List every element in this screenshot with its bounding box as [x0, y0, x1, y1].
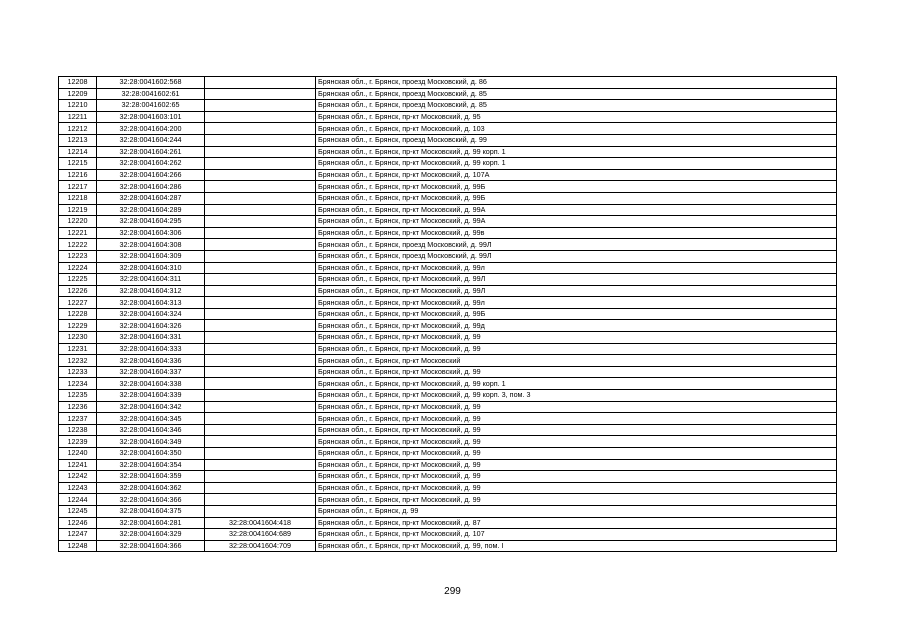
row-number-cell: 12217: [59, 181, 97, 193]
address-cell: Брянская обл., г. Брянск, пр-кт Московский, д. 107А: [316, 169, 837, 181]
row-number-cell: 12246: [59, 517, 97, 529]
related-cadastral-number-cell: [205, 355, 316, 367]
related-cadastral-number-cell: [205, 413, 316, 425]
related-cadastral-number-cell: [205, 332, 316, 344]
table-row: [59, 378, 837, 390]
table-row: [59, 250, 837, 262]
row-number-cell: 12233: [59, 366, 97, 378]
address-cell: Брянская обл., г. Брянск, проезд Московский, д. 85: [316, 88, 837, 100]
address-cell: Брянская обл., г. Брянск, пр-кт Московский, д. 99Б: [316, 308, 837, 320]
row-number-cell: 12211: [59, 111, 97, 123]
row-number-cell: 12228: [59, 308, 97, 320]
row-number-cell: 12236: [59, 401, 97, 413]
address-cell: Брянская обл., г. Брянск, пр-кт Московский, д. 99л: [316, 297, 837, 309]
table-row: [59, 459, 837, 471]
row-number-cell: 12247: [59, 529, 97, 541]
cadastral-number-cell: 32:28:0041604:262: [97, 158, 205, 170]
table-row: [59, 471, 837, 483]
table-row: [59, 204, 837, 216]
row-number-cell: 12218: [59, 192, 97, 204]
row-number-cell: 12210: [59, 100, 97, 112]
related-cadastral-number-cell: [205, 459, 316, 471]
table-row: [59, 436, 837, 448]
related-cadastral-number-cell: [205, 77, 316, 89]
table-body: [59, 77, 837, 552]
address-cell: Брянская обл., г. Брянск, пр-кт Московский, д. 99, пом. I: [316, 540, 837, 552]
row-number-cell: 12238: [59, 424, 97, 436]
row-number-cell: 12245: [59, 505, 97, 517]
cadastral-number-cell: 32:28:0041604:295: [97, 216, 205, 228]
table-row: [59, 401, 837, 413]
cadastral-number-cell: 32:28:0041604:200: [97, 123, 205, 135]
row-number-cell: 12221: [59, 227, 97, 239]
table-row: [59, 529, 837, 541]
row-number-cell: 12209: [59, 88, 97, 100]
table-row: [59, 320, 837, 332]
related-cadastral-number-cell: [205, 146, 316, 158]
related-cadastral-number-cell: [205, 505, 316, 517]
address-cell: Брянская обл., г. Брянск, пр-кт Московский, д. 99А: [316, 216, 837, 228]
cadastral-number-cell: 32:28:0041604:289: [97, 204, 205, 216]
cadastral-number-cell: 32:28:0041602:61: [97, 88, 205, 100]
cadastral-number-cell: 32:28:0041604:338: [97, 378, 205, 390]
related-cadastral-number-cell: [205, 216, 316, 228]
row-number-cell: 12214: [59, 146, 97, 158]
row-number-cell: 12243: [59, 482, 97, 494]
row-number-cell: 12241: [59, 459, 97, 471]
row-number-cell: 12248: [59, 540, 97, 552]
row-number-cell: 12239: [59, 436, 97, 448]
related-cadastral-number-cell: [205, 192, 316, 204]
row-number-cell: 12232: [59, 355, 97, 367]
property-register-table: [58, 76, 837, 552]
cadastral-number-cell: 32:28:0041604:326: [97, 320, 205, 332]
row-number-cell: 12216: [59, 169, 97, 181]
address-cell: Брянская обл., г. Брянск, пр-кт Московский, д. 99: [316, 459, 837, 471]
cadastral-number-cell: 32:28:0041604:312: [97, 285, 205, 297]
table-row: [59, 77, 837, 89]
table-row: [59, 181, 837, 193]
address-cell: Брянская обл., г. Брянск, пр-кт Московский, д. 99 корп. 1: [316, 158, 837, 170]
address-cell: Брянская обл., г. Брянск, пр-кт Московский, д. 99д: [316, 320, 837, 332]
cadastral-number-cell: 32:28:0041604:339: [97, 390, 205, 402]
row-number-cell: 12223: [59, 250, 97, 262]
related-cadastral-number-cell: [205, 204, 316, 216]
cadastral-number-cell: 32:28:0041604:266: [97, 169, 205, 181]
address-cell: Брянская обл., г. Брянск, пр-кт Московский, д. 99 корп. 1: [316, 146, 837, 158]
row-number-cell: 12226: [59, 285, 97, 297]
table-row: [59, 355, 837, 367]
table-row: [59, 505, 837, 517]
related-cadastral-number-cell: [205, 158, 316, 170]
table-row: [59, 482, 837, 494]
cadastral-number-cell: 32:28:0041602:65: [97, 100, 205, 112]
address-cell: Брянская обл., г. Брянск, пр-кт Московский, д. 87: [316, 517, 837, 529]
related-cadastral-number-cell: [205, 297, 316, 309]
cadastral-number-cell: 32:28:0041604:336: [97, 355, 205, 367]
table-row: [59, 366, 837, 378]
cadastral-number-cell: 32:28:0041604:306: [97, 227, 205, 239]
related-cadastral-number-cell: [205, 471, 316, 483]
related-cadastral-number-cell: [205, 401, 316, 413]
row-number-cell: 12237: [59, 413, 97, 425]
row-number-cell: 12220: [59, 216, 97, 228]
cadastral-number-cell: 32:28:0041604:281: [97, 517, 205, 529]
related-cadastral-number-cell: [205, 262, 316, 274]
address-cell: Брянская обл., г. Брянск, пр-кт Московский, д. 107: [316, 529, 837, 541]
address-cell: Брянская обл., г. Брянск, пр-кт Московский, д. 99л: [316, 262, 837, 274]
cadastral-number-cell: 32:28:0041604:244: [97, 134, 205, 146]
cadastral-number-cell: 32:28:0041604:375: [97, 505, 205, 517]
related-cadastral-number-cell: 32:28:0041604:418: [205, 517, 316, 529]
address-cell: Брянская обл., г. Брянск, пр-кт Московский: [316, 355, 837, 367]
related-cadastral-number-cell: [205, 308, 316, 320]
address-cell: Брянская обл., г. Брянск, проезд Московский, д. 99Л: [316, 239, 837, 251]
related-cadastral-number-cell: [205, 366, 316, 378]
address-cell: Брянская обл., г. Брянск, пр-кт Московский, д. 99: [316, 413, 837, 425]
cadastral-number-cell: 32:28:0041604:261: [97, 146, 205, 158]
address-cell: Брянская обл., г. Брянск, пр-кт Московский, д. 99: [316, 494, 837, 506]
table-row: [59, 134, 837, 146]
cadastral-number-cell: 32:28:0041604:354: [97, 459, 205, 471]
cadastral-number-cell: 32:28:0041604:308: [97, 239, 205, 251]
table-row: [59, 274, 837, 286]
address-cell: Брянская обл., г. Брянск, проезд Московский, д. 99: [316, 134, 837, 146]
address-cell: Брянская обл., г. Брянск, пр-кт Московский, д. 99Б: [316, 181, 837, 193]
table-row: [59, 146, 837, 158]
related-cadastral-number-cell: [205, 343, 316, 355]
address-cell: Брянская обл., г. Брянск, пр-кт Московский, д. 99Л: [316, 274, 837, 286]
related-cadastral-number-cell: [205, 181, 316, 193]
related-cadastral-number-cell: [205, 134, 316, 146]
related-cadastral-number-cell: [205, 88, 316, 100]
related-cadastral-number-cell: [205, 482, 316, 494]
row-number-cell: 12229: [59, 320, 97, 332]
cadastral-number-cell: 32:28:0041604:331: [97, 332, 205, 344]
related-cadastral-number-cell: [205, 424, 316, 436]
related-cadastral-number-cell: [205, 436, 316, 448]
table-row: [59, 494, 837, 506]
page-number: 299: [444, 586, 461, 597]
table-row: [59, 308, 837, 320]
cadastral-number-cell: 32:28:0041604:313: [97, 297, 205, 309]
related-cadastral-number-cell: [205, 250, 316, 262]
row-number-cell: 12215: [59, 158, 97, 170]
address-cell: Брянская обл., г. Брянск, пр-кт Московский, д. 99: [316, 448, 837, 460]
table-row: [59, 424, 837, 436]
related-cadastral-number-cell: [205, 169, 316, 181]
cadastral-number-cell: 32:28:0041604:345: [97, 413, 205, 425]
table-row: [59, 285, 837, 297]
related-cadastral-number-cell: [205, 111, 316, 123]
cadastral-number-cell: 32:28:0041603:101: [97, 111, 205, 123]
address-cell: Брянская обл., г. Брянск, проезд Московский, д. 85: [316, 100, 837, 112]
table-row: [59, 88, 837, 100]
related-cadastral-number-cell: [205, 123, 316, 135]
related-cadastral-number-cell: [205, 448, 316, 460]
row-number-cell: 12227: [59, 297, 97, 309]
address-cell: Брянская обл., г. Брянск, пр-кт Московский, д. 99 корп. 3, пом. 3: [316, 390, 837, 402]
row-number-cell: 12213: [59, 134, 97, 146]
table-row: [59, 517, 837, 529]
address-cell: Брянская обл., г. Брянск, пр-кт Московский, д. 99в: [316, 227, 837, 239]
row-number-cell: 12244: [59, 494, 97, 506]
table-row: [59, 540, 837, 552]
table-row: [59, 158, 837, 170]
table-row: [59, 169, 837, 181]
address-cell: Брянская обл., г. Брянск, пр-кт Московский, д. 99: [316, 332, 837, 344]
row-number-cell: 12225: [59, 274, 97, 286]
address-cell: Брянская обл., г. Брянск, пр-кт Московский, д. 99: [316, 343, 837, 355]
related-cadastral-number-cell: [205, 100, 316, 112]
table-row: [59, 192, 837, 204]
table-row: [59, 216, 837, 228]
cadastral-number-cell: 32:28:0041604:287: [97, 192, 205, 204]
address-cell: Брянская обл., г. Брянск, пр-кт Московский, д. 99А: [316, 204, 837, 216]
table-row: [59, 100, 837, 112]
address-cell: Брянская обл., г. Брянск, проезд Московский, д. 99Л: [316, 250, 837, 262]
related-cadastral-number-cell: [205, 390, 316, 402]
related-cadastral-number-cell: [205, 378, 316, 390]
table-row: [59, 413, 837, 425]
cadastral-number-cell: 32:28:0041604:324: [97, 308, 205, 320]
address-cell: Брянская обл., г. Брянск, пр-кт Московский, д. 99: [316, 366, 837, 378]
cadastral-number-cell: 32:28:0041604:359: [97, 471, 205, 483]
cadastral-number-cell: 32:28:0041604:350: [97, 448, 205, 460]
row-number-cell: 12222: [59, 239, 97, 251]
row-number-cell: 12234: [59, 378, 97, 390]
cadastral-number-cell: 32:28:0041604:286: [97, 181, 205, 193]
address-cell: Брянская обл., г. Брянск, д. 99: [316, 505, 837, 517]
related-cadastral-number-cell: 32:28:0041604:709: [205, 540, 316, 552]
table-row: [59, 332, 837, 344]
row-number-cell: 12231: [59, 343, 97, 355]
row-number-cell: 12208: [59, 77, 97, 89]
cadastral-number-cell: 32:28:0041604:346: [97, 424, 205, 436]
table-row: [59, 297, 837, 309]
cadastral-number-cell: 32:28:0041604:362: [97, 482, 205, 494]
cadastral-number-cell: 32:28:0041604:349: [97, 436, 205, 448]
related-cadastral-number-cell: [205, 494, 316, 506]
address-cell: Брянская обл., г. Брянск, проезд Московский, д. 86: [316, 77, 837, 89]
table-row: [59, 111, 837, 123]
cadastral-number-cell: 32:28:0041604:311: [97, 274, 205, 286]
table-row: [59, 123, 837, 135]
row-number-cell: 12219: [59, 204, 97, 216]
address-cell: Брянская обл., г. Брянск, пр-кт Московский, д. 99 корп. 1: [316, 378, 837, 390]
table-row: [59, 343, 837, 355]
related-cadastral-number-cell: [205, 239, 316, 251]
cadastral-number-cell: 32:28:0041602:568: [97, 77, 205, 89]
table-row: [59, 227, 837, 239]
table-row: [59, 448, 837, 460]
related-cadastral-number-cell: [205, 274, 316, 286]
row-number-cell: 12212: [59, 123, 97, 135]
address-cell: Брянская обл., г. Брянск, пр-кт Московский, д. 103: [316, 123, 837, 135]
address-cell: Брянская обл., г. Брянск, пр-кт Московский, д. 99: [316, 401, 837, 413]
address-cell: Брянская обл., г. Брянск, пр-кт Московский, д. 99: [316, 436, 837, 448]
address-cell: Брянская обл., г. Брянск, пр-кт Московский, д. 99: [316, 424, 837, 436]
cadastral-number-cell: 32:28:0041604:309: [97, 250, 205, 262]
cadastral-number-cell: 32:28:0041604:366: [97, 540, 205, 552]
address-cell: Брянская обл., г. Брянск, пр-кт Московский, д. 99Б: [316, 192, 837, 204]
cadastral-number-cell: 32:28:0041604:333: [97, 343, 205, 355]
address-cell: Брянская обл., г. Брянск, пр-кт Московский, д. 99: [316, 482, 837, 494]
table-row: [59, 239, 837, 251]
cadastral-number-cell: 32:28:0041604:337: [97, 366, 205, 378]
cadastral-number-cell: 32:28:0041604:366: [97, 494, 205, 506]
row-number-cell: 12235: [59, 390, 97, 402]
address-cell: Брянская обл., г. Брянск, пр-кт Московский, д. 99Л: [316, 285, 837, 297]
related-cadastral-number-cell: [205, 285, 316, 297]
related-cadastral-number-cell: [205, 320, 316, 332]
related-cadastral-number-cell: [205, 227, 316, 239]
table-row: [59, 390, 837, 402]
row-number-cell: 12224: [59, 262, 97, 274]
table-row: [59, 262, 837, 274]
cadastral-number-cell: 32:28:0041604:329: [97, 529, 205, 541]
cadastral-number-cell: 32:28:0041604:342: [97, 401, 205, 413]
related-cadastral-number-cell: 32:28:0041604:689: [205, 529, 316, 541]
row-number-cell: 12230: [59, 332, 97, 344]
address-cell: Брянская обл., г. Брянск, пр-кт Московский, д. 99: [316, 471, 837, 483]
address-cell: Брянская обл., г. Брянск, пр-кт Московский, д. 95: [316, 111, 837, 123]
cadastral-number-cell: 32:28:0041604:310: [97, 262, 205, 274]
row-number-cell: 12242: [59, 471, 97, 483]
row-number-cell: 12240: [59, 448, 97, 460]
